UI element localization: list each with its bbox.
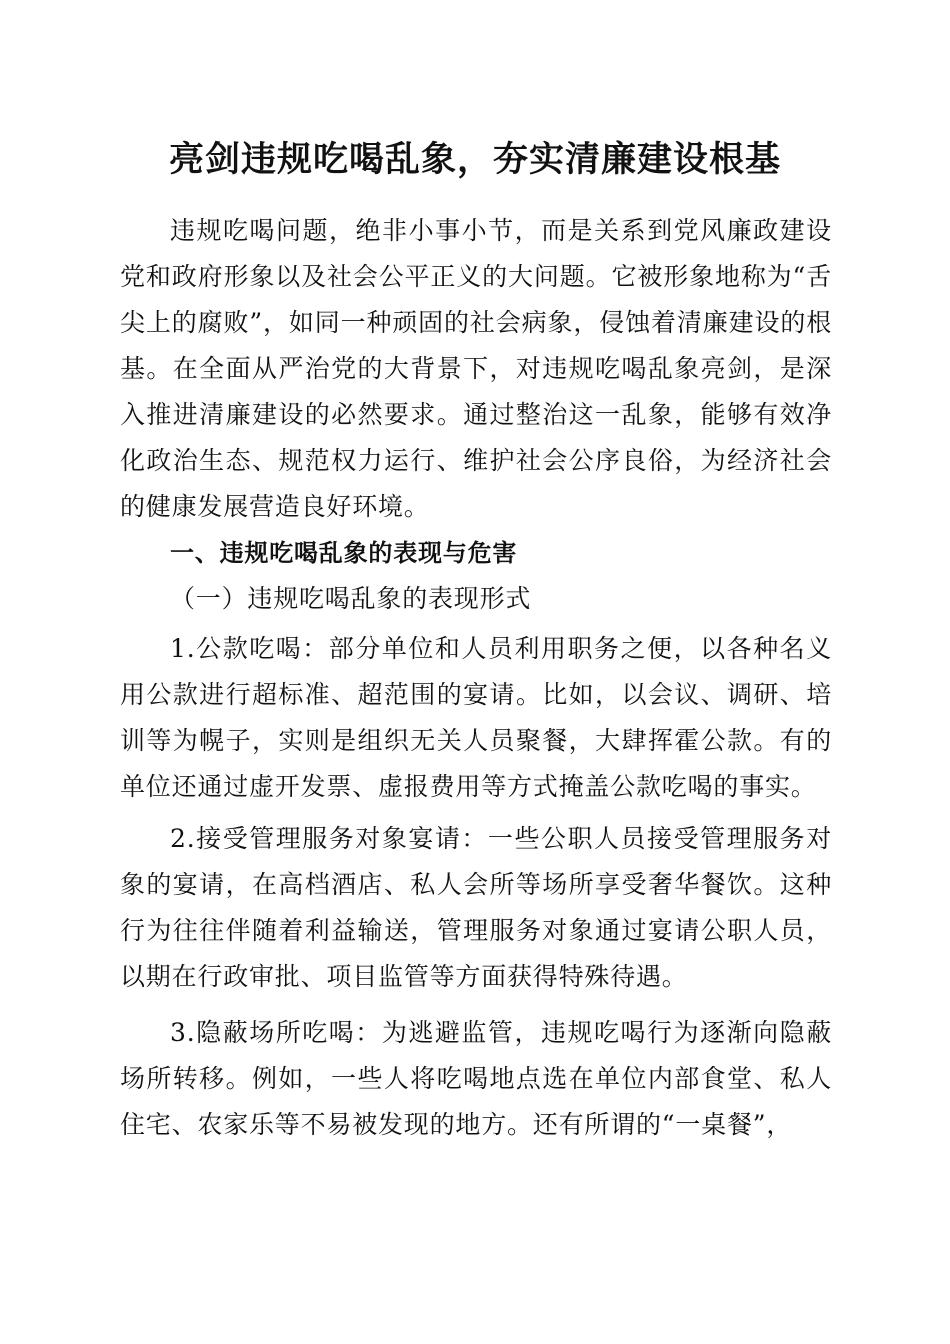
document-title: 亮剑违规吃喝乱象，夯实清廉建设根基 bbox=[168, 139, 781, 180]
item-public-funds-dining: 1.公款吃喝：部分单位和人员利用职务之便，以各种名义用公款进行超标准、超范围的宴请。比如，以会议、调研、培训等为幌子，实则是组织无关人员聚餐，大肆挥霍公款。有的单位还通过虚开发票、虚报费用等方式掩盖公款吃喝的事实。 bbox=[120, 634, 832, 801]
intro-paragraph: 违规吃喝问题，绝非小事小节，而是关系到党风廉政建设党和政府形象以及社会公平正义的大问题。它被形象地称为“舌尖上的腐败”，如同一种顽固的社会病象，侵蚀着清廉建设的根基。在全面从严治党的大背景下，对违规吃喝乱象亮剑，是深入推进清廉建设的必然要求。通过整治这一乱象，能够有效净化政治生态、规范权力运行、维护社会公序良俗，为经济社会的健康发展营造良好环境。 bbox=[120, 216, 832, 521]
subsection-heading-1: （一）违规吃喝乱象的表现形式 bbox=[170, 584, 532, 613]
item-hidden-venue-dining: 3.隐蔽场所吃喝：为逃避监管，违规吃喝行为逐渐向隐蔽场所转移。例如，一些人将吃喝地点选在单位内部食堂、私人住宅、农家乐等不易被发现的地方。还有所谓的“一桌餐”， bbox=[120, 1018, 832, 1139]
section-heading-1: 一、违规吃喝乱象的表现与危害 bbox=[170, 539, 518, 567]
document-body bbox=[120, 208, 832, 1148]
item-accepting-banquets: 2.接受管理服务对象宴请：一些公职人员接受管理服务对象的宴请，在高档酒店、私人会所等场所享受奢华餐饮。这种行为往往伴随着利益输送，管理服务对象通过宴请公职人员，以期在行政审批、项目监管等方面获得特殊待遇。 bbox=[120, 824, 832, 991]
